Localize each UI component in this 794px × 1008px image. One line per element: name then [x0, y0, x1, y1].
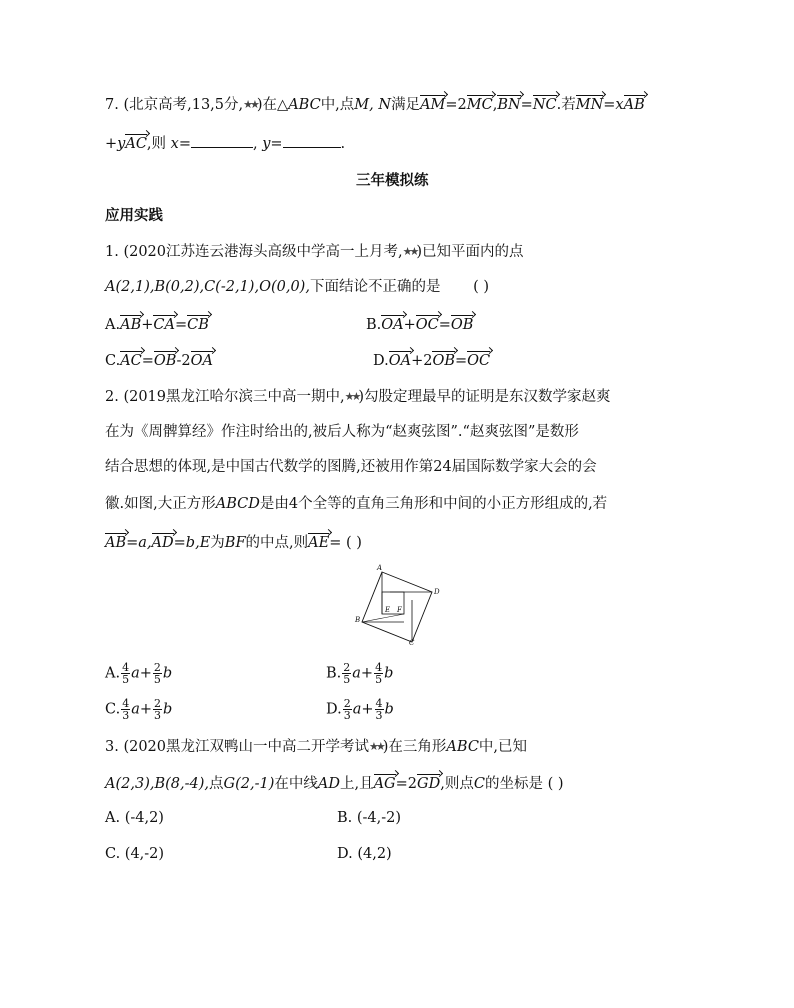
label-b: B — [355, 616, 361, 624]
q3-option-c[interactable]: C. (4,-2) — [105, 846, 165, 862]
q3-line2: A(2,3),B(8,-4),点G(2,-1)在中线AD上,且AG=2GD,则点C的坐标是 ( ) — [105, 772, 564, 794]
q2-line3: 结合思想的体现,是中国古代数学的图腾,还被用作第24届国际数学家大会的会 — [105, 459, 597, 475]
label-c: C — [409, 639, 415, 646]
q1-line2: A(2,1),B(0,2),C(-2,1),O(0,0),下面结论不正确的是 ( ) — [105, 279, 489, 295]
answer-paren[interactable]: ( ) — [547, 776, 564, 792]
difficulty-star-icon: ★★ — [369, 740, 383, 753]
q1-option-a[interactable]: A.AB+CA=CB — [105, 313, 209, 335]
q2-option-a[interactable]: A. $\frac{4}{5}$ a+ $\frac{2}{5}$ b — [105, 661, 173, 686]
q2-line5: AB=a,AD=b,E为BF的中点,则AE= ( ) — [105, 531, 362, 553]
q2-option-b[interactable]: B. $\frac{2}{5}$ a+ $\frac{4}{5}$ b — [326, 661, 394, 686]
q2-line2: 在为《周髀算经》作注时给出的,被后人称为“赵爽弦图”.“赵爽弦图”是数形 — [105, 424, 579, 440]
q1-option-d[interactable]: D.OA+2OB=OC — [373, 349, 490, 371]
label-f: F — [397, 606, 402, 614]
q2-option-c[interactable]: C. $\frac{4}{3}$ a+ $\frac{2}{3}$ b — [105, 697, 173, 722]
answer-blank-y[interactable] — [283, 133, 341, 148]
label-e: E — [385, 606, 391, 614]
segment-bf — [362, 614, 404, 622]
q7-line1: 7. (北京高考,13,5分,★★)在△ABC中,点M, N满足AM=2MC,BN=NC.若MN=xAB — [105, 93, 645, 115]
q3-option-b[interactable]: B. (-4,-2) — [337, 810, 402, 826]
difficulty-star-icon: ★★ — [243, 98, 257, 111]
difficulty-star-icon: ★★ — [344, 390, 359, 403]
q2-line1: 2. (2019黑龙江哈尔滨三中高一期中,★★)勾股定理最早的证明是东汉数学家赵爽 — [105, 389, 611, 405]
q3-line1: 3. (2020黑龙江双鸭山一中高二开学考试★★)在三角形ABC中,已知 — [105, 739, 528, 755]
difficulty-star-icon: ★★ — [402, 245, 417, 258]
subsection-title: 应用实践 — [105, 208, 163, 224]
q7-line2: +yAC,则 x= , y= . — [105, 132, 345, 154]
section-title: 三年模拟练 — [356, 173, 429, 189]
q1-option-b[interactable]: B.OA+OC=OB — [366, 313, 473, 335]
q2-option-d[interactable]: D. $\frac{2}{3}$ a+ $\frac{4}{3}$ b — [326, 697, 394, 722]
answer-paren[interactable]: ( ) — [473, 279, 489, 295]
answer-blank-x[interactable] — [191, 133, 253, 148]
q2-line4: 徽.如图,大正方形ABCD是由4个全等的直角三角形和中间的小正方形组成的,若 — [105, 496, 608, 512]
q3-option-a[interactable]: A. (-4,2) — [105, 810, 164, 826]
zhao-shuang-diagram — [350, 562, 442, 646]
q1-option-c[interactable]: C.AC=OB-2OA — [105, 349, 213, 371]
q3-option-d[interactable]: D. (4,2) — [337, 846, 392, 862]
label-d: D — [434, 588, 440, 596]
label-a: A — [377, 564, 383, 572]
q1-line1: 1. (2020江苏连云港海头高级中学高一上月考,★★)已知平面内的点 — [105, 244, 524, 260]
